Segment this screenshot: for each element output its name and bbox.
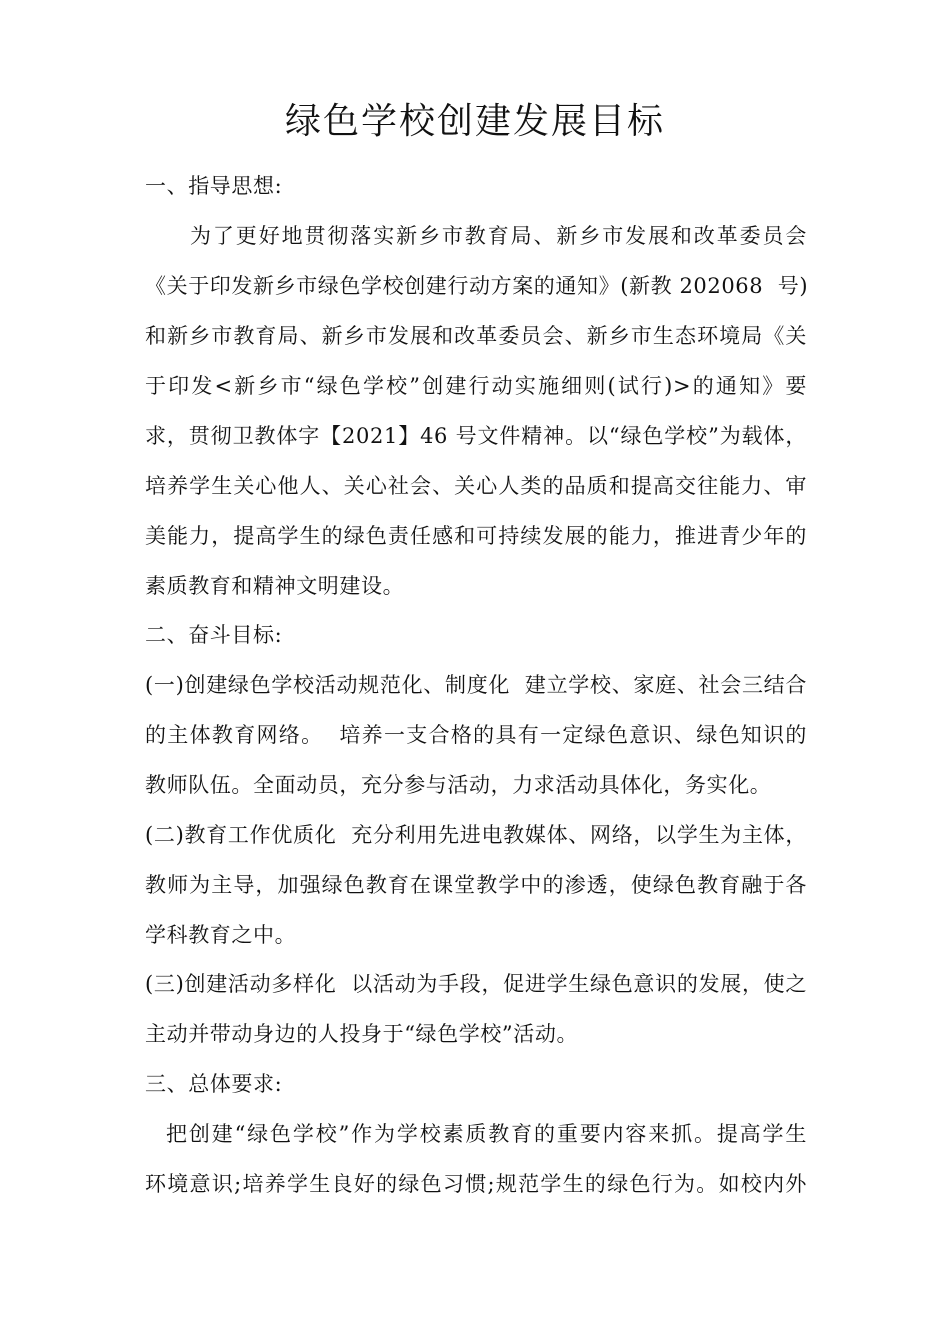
paragraph-line: 和新乡市教育局、新乡市发展和改革委员会、新乡市生态环境局《关 — [145, 324, 807, 348]
paragraph-line: 把创建“绿色学校”作为学校素质教育的重要内容来抓。提高学生 — [166, 1122, 807, 1146]
paragraph-line: (二)教育工作优质化 充分利用先进电教媒体、网络，以学生为主体， — [145, 823, 807, 847]
section-heading-guiding-ideology: 一、指导思想: — [145, 174, 283, 198]
paragraph-line: 培养学生关心他人、关心社会、关心人类的品质和提高交往能力、审 — [145, 474, 807, 498]
paragraph-line: 主动并带动身边的人投身于“绿色学校”活动。 — [145, 1022, 579, 1046]
paragraph-line: 教师为主导，加强绿色教育在课堂教学中的渗透，使绿色教育融于各 — [145, 873, 807, 897]
paragraph-line: 于印发<新乡市“绿色学校”创建行动实施细则(试行)>的通知》要 — [145, 374, 807, 398]
paragraph-line: 环境意识;培养学生良好的绿色习惯;规范学生的绿色行为。如校内外 — [145, 1172, 807, 1196]
paragraph-line: 的主体教育网络。 培养一支合格的具有一定绿色意识、绿色知识的 — [145, 723, 807, 747]
paragraph-line: 美能力，提高学生的绿色责任感和可持续发展的能力，推进青少年的 — [145, 524, 807, 548]
paragraph-line: (三)创建活动多样化 以活动为手段，促进学生绿色意识的发展，使之 — [145, 972, 807, 996]
paragraph-line: 求，贯彻卫教体字【2021】46 号文件精神。以“绿色学校”为载体， — [145, 424, 807, 448]
paragraph-line: 素质教育和精神文明建设。 — [145, 574, 405, 598]
document-title: 绿色学校创建发展目标 — [284, 101, 665, 142]
paragraph-line: 为了更好地贯彻落实新乡市教育局、新乡市发展和改革委员会 — [190, 224, 807, 248]
paragraph-line: (一)创建绿色学校活动规范化、制度化 建立学校、家庭、社会三结合 — [145, 673, 807, 697]
paragraph-line: 《关于印发新乡市绿色学校创建行动方案的通知》(新教 202068 号) — [145, 274, 809, 298]
paragraph-line: 学科教育之中。 — [145, 923, 297, 947]
paragraph-line: 教师队伍。全面动员，充分参与活动，力求活动具体化，务实化。 — [145, 773, 772, 797]
section-heading-goals: 二、奋斗目标: — [145, 623, 283, 647]
section-heading-general-requirements: 三、总体要求: — [145, 1072, 283, 1096]
